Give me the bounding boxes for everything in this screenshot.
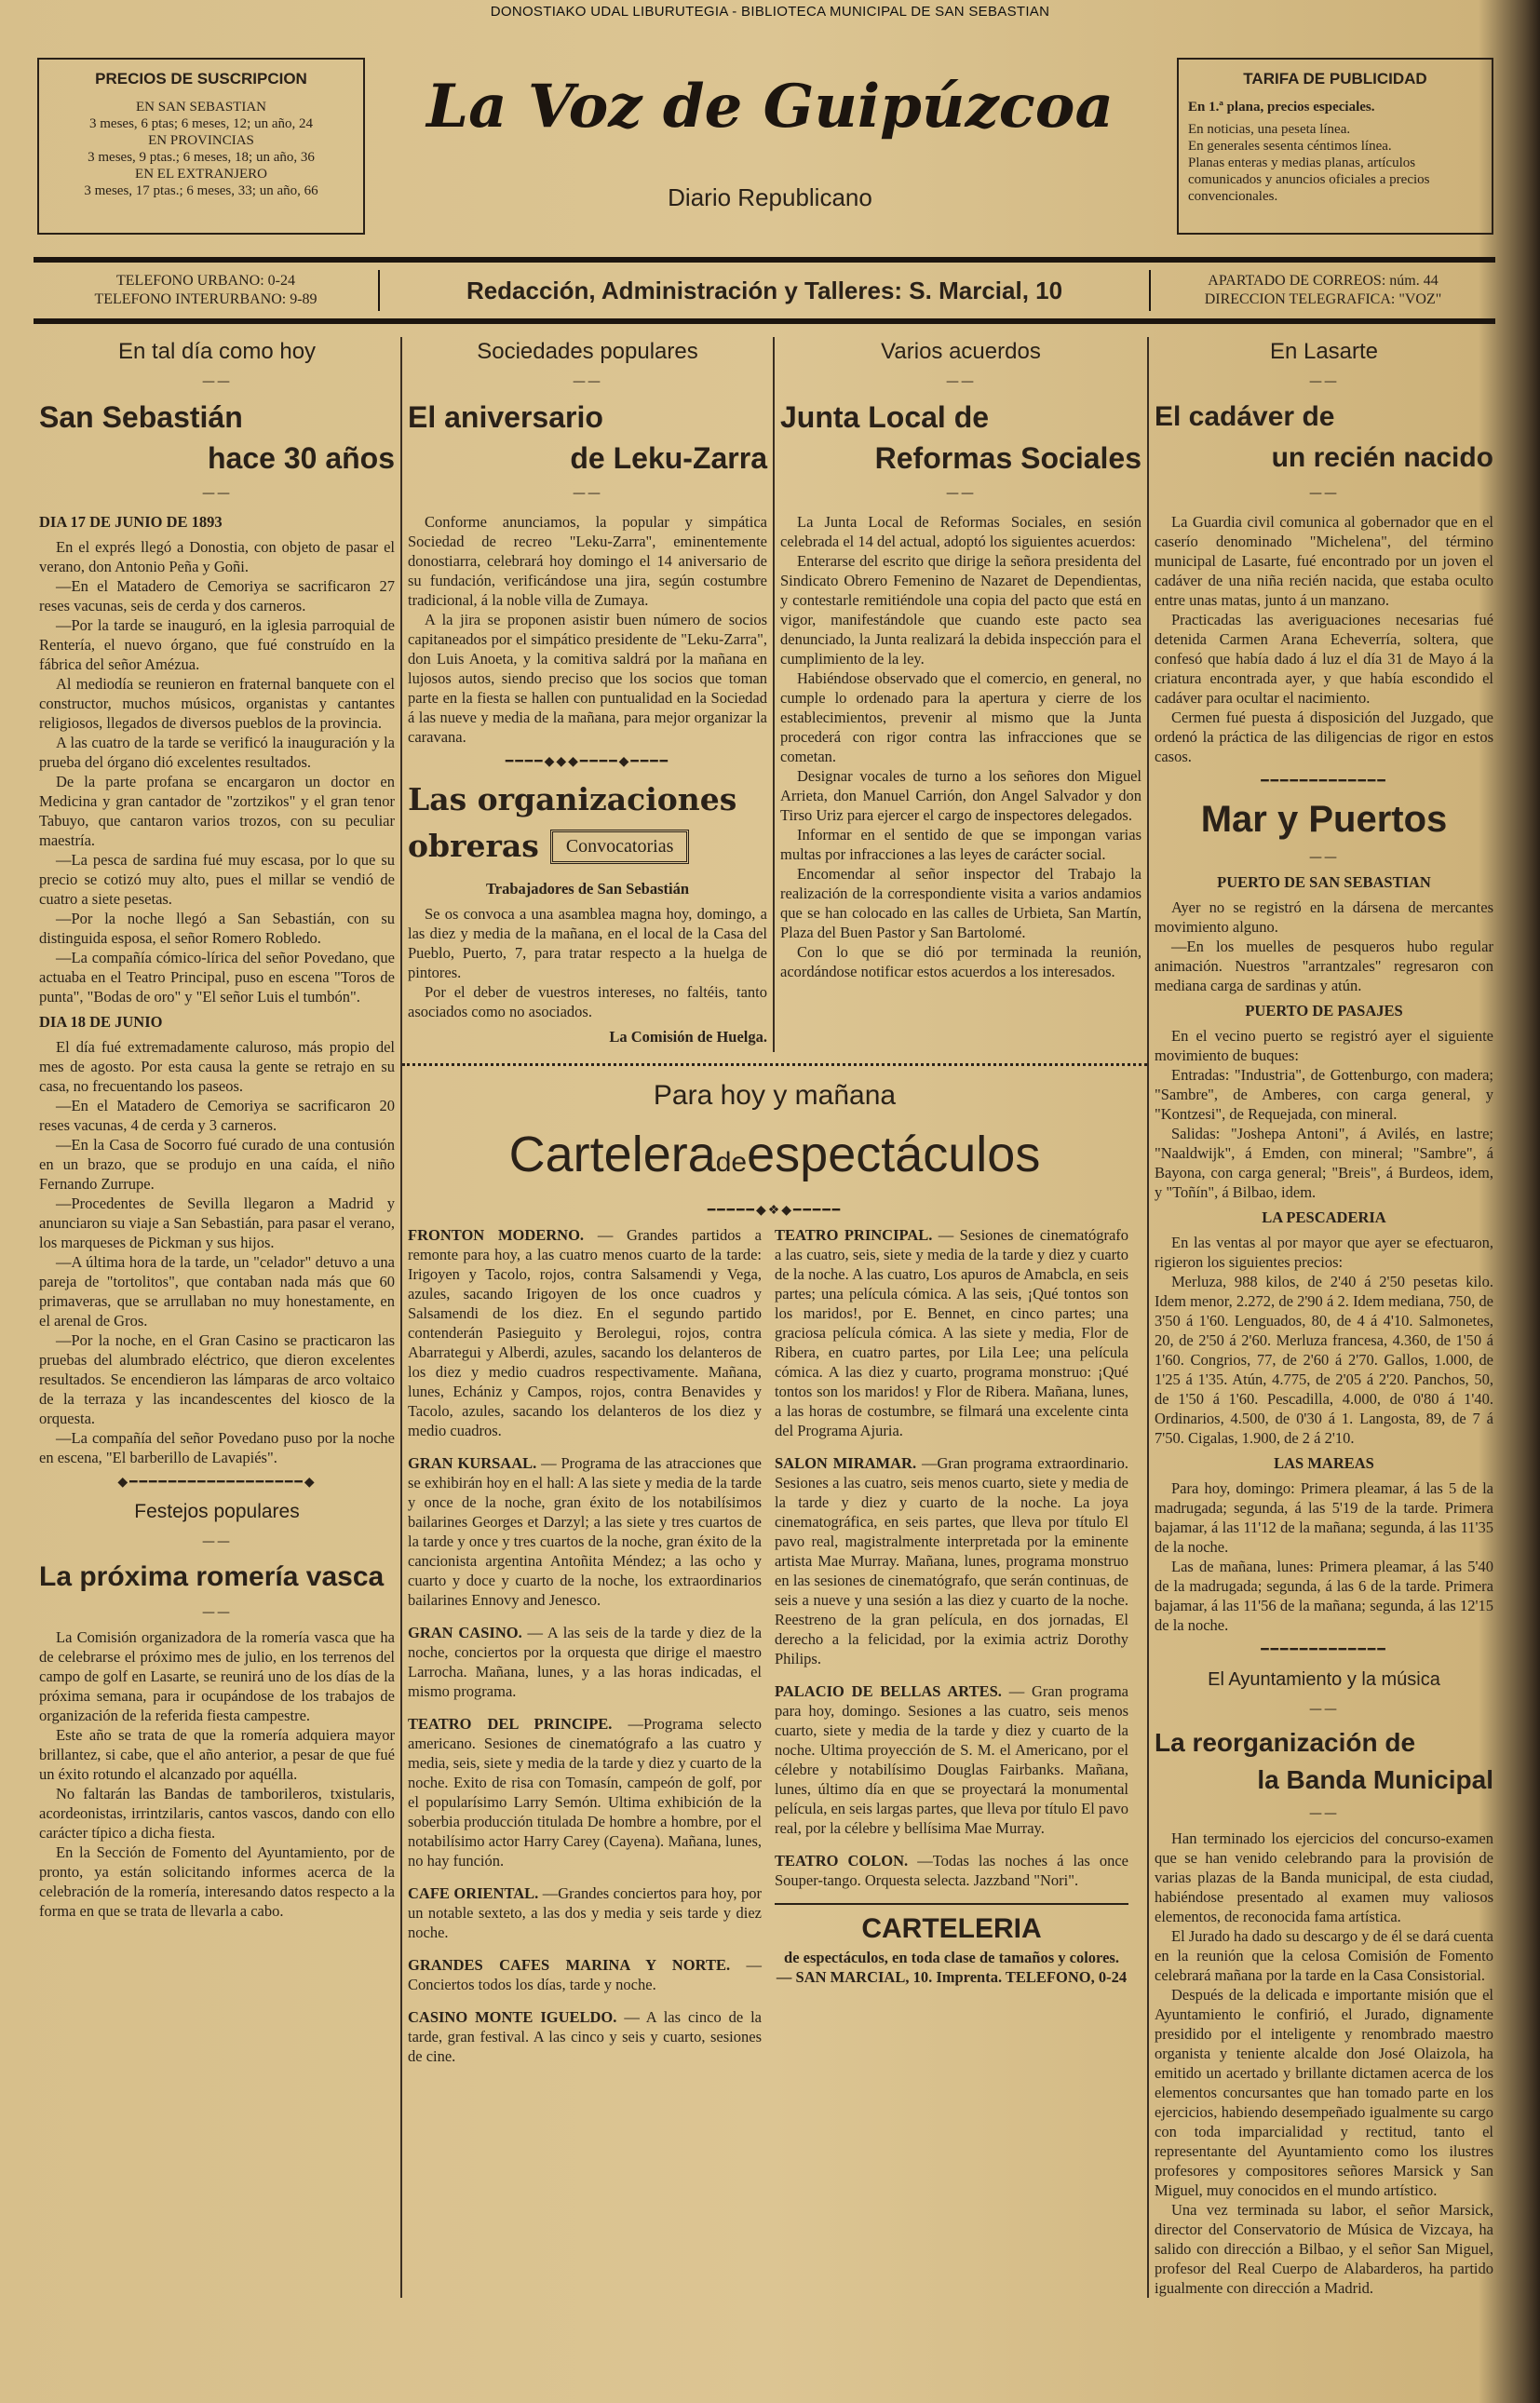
- venue-name: CAFE ORIENTAL.: [408, 1884, 539, 1902]
- column-1: [34, 337, 402, 2298]
- article-body: [408, 512, 767, 747]
- paragraph: A la jira se proponen asistir buen número de socios capitaneados por el simpático presidente de "Leku-Zarra", don Luis Anoeta, y la comitiva saldrá por la mañana en lujosos autos, siendo preciso que los socios que toman parte en la fiesta se hallen con puntualidad en la Sociedad á las nueve y media de la mañana, para mejor organizar la caravana.: [408, 611, 767, 746]
- article-body: [780, 512, 1141, 981]
- venue-name: GRAN KURSAAL.: [408, 1454, 537, 1472]
- paragraph: —La pesca de sardina fué muy escasa, por lo que su precio se cotizó muy alto, pues el millar se vendió de cuatro a siete pesetas.: [39, 851, 395, 908]
- venue-name: PALACIO DE BELLAS ARTES.: [775, 1682, 1002, 1700]
- venue-name: TEATRO COLON.: [775, 1852, 909, 1870]
- paragraph: La Junta Local de Reformas Sociales, en sesión celebrada el 14 del actual, adoptó los siguientes acuerdos:: [780, 513, 1141, 550]
- paragraph: Habiéndose observado que el comercio, en general, no cumple lo ordenado para la apertura y cierre de los establecimientos, prevenir al mismo que la Junta procederá con rigor contra las infracciones que se cometan.: [780, 669, 1141, 765]
- headline: El cadáver de un recién nacido: [1155, 401, 1493, 473]
- program-entry: [408, 1453, 762, 1610]
- masthead-title: La Voz de Guipúzcoa: [426, 72, 1114, 142]
- venue-name: TEATRO DEL PRINCIPE.: [408, 1715, 613, 1733]
- section-title: El Ayuntamiento y la música: [1208, 1669, 1440, 1690]
- article-body: [39, 512, 395, 1467]
- phone-urban: TELEFONO URBANO: 0-24: [116, 273, 295, 289]
- paragraph: En el exprés llegó a Donostia, con objeto de pasar el verano, don Antonio Peña y Goñi.: [39, 538, 395, 575]
- sub-line: EN EL EXTRANJERO: [135, 167, 267, 182]
- venue-name: CASINO MONTE IGUELDO.: [408, 2008, 617, 2026]
- sub-line: EN SAN SEBASTIAN: [135, 100, 266, 115]
- sub-line: EN PROVINCIAS: [148, 133, 254, 148]
- paragraph: —La compañía cómico-lírica del señor Povedano, que actuaba en el Teatro Principal, puso en escena "Toros de punta", "Bodas de oro" y "El señor Luis el tumbón".: [39, 949, 395, 1006]
- paragraph: Designar vocales de turno a los señores don Miguel Arrieta, don Manuel Carrión, don Angel Salvador y don Tirso Uriz para ejercer el cargo de inspectores delegados.: [780, 767, 1141, 824]
- column-4: [1149, 337, 1499, 2298]
- ad-line: En generales sesenta céntimos línea.: [1188, 139, 1392, 154]
- paragraph: Se os convoca a una asamblea magna hoy, domingo, a las diez y media de la mañana, en el local de la Casa del Pueblo, Puerto, 7, para tratar respecto a la huelga de pintores.: [408, 905, 767, 981]
- paragraph: —Por la tarde se inauguró, en la iglesia parroquial de Rentería, el nuevo órgano, que fué construído en la fábrica del señor Amézua.: [39, 616, 395, 673]
- program-text: —Grandes conciertos para hoy, por un notable sexteto, a las dos y media y seis tarde y diez noche.: [408, 1884, 762, 1941]
- paragraph: Enterarse del escrito que dirige la señora presidenta del Sindicato Obrero Femenino de Nazaret de Dependientas, y contestarle remitiéndole una copia del pacto que está en vigor, manifestándole que cuando este pacto sea denunciado, la Junta realizará la debida inspección para el cumplimiento de la ley.: [780, 552, 1141, 668]
- office-address: Redacción, Administración y Talleres: S. Marcial, 10: [378, 270, 1151, 311]
- paragraph: De la parte profana se encargaron un doctor en Medicina y gran cantador de "zortzikos" y el gran tenor Tabuyo, que cantaron varios trozos, con su peculiar maestría.: [39, 773, 395, 849]
- paragraph: Después de la delicada e importante misión que el Ayuntamiento le confirió, el Jurado, dignamente presidido por el inteligente y renombrado maestro organista y teniente alcalde don José Olaizola, ha emitido un acertado y brillante dictamen acerca de los elementos concursantes que han tomado parte en los ejercicios, habiendo desempeñado igualmente su cargo con toda imparcialidad y rectitud, tanto el representante del Ayuntamiento como los ilustres profesores y compositores señores Marsick y San Miguel, muy conocidos en el mundo artístico.: [1155, 1986, 1493, 2199]
- article-body: [1155, 512, 1493, 766]
- po-box: APARTADO DE CORREOS: núm. 44: [1208, 273, 1439, 289]
- paragraph: Han terminado los ejercicios del concurso-examen que se han venido celebrando para la provisión de varias plazas de la Banda municipal, de esta ciudad, habiéndose presentado al examen muy valiosos elementos, de reconocida fama artística.: [1155, 1829, 1493, 1925]
- advertising-box: [1177, 58, 1493, 235]
- section-title: En Lasarte: [1269, 339, 1379, 364]
- program-entry: [775, 1453, 1128, 1668]
- paragraph: Este año se trata de que la romería adquiera mayor brillantez, si cabe, que el año anterior, a pesar de que fué un éxito rotundo el alcanzado por aquélla.: [39, 1726, 395, 1783]
- ad-line: En 1.ª plana, precios especiales.: [1188, 100, 1375, 115]
- paragraph: Merluza, 988 kilos, de 2'40 á 2'50 pesetas kilo. Idem menor, 2.272, de 2'90 á 2. Idem mediana, 750, de 3'50 á 1'60. Lenguados, 80, de 4 á 4'10. Salmonetes, 20, de 2'50 á 2'60. Merluza francesa, 4.360, de 1'50 á 1'60. Congrios, 77, de 2'60 á 2'70. Gallos, 1.000, de 1'25 á 1'35. Atún, 4.775, de 2'05 á 2'20. Panchos, 50, de 1'50 á 1'60. Pescadilla, 4.000, de 0'80 á 1'40. Ordinarios, 4.500, de 0'30 á 1. Langosta, 89, de 7 á 7'50. Cigalas, 1.900, de 2 á 2'10.: [1155, 1273, 1493, 1447]
- program-text: — A las cinco de la tarde, gran festival. A las cinco y seis y cuarto, sesiones de cine.: [408, 2008, 762, 2065]
- headline: Mar y Puertos: [1200, 799, 1448, 840]
- paragraph: —Por la noche llegó a San Sebastián, con su distinguida esposa, el señor Romero Robledo.: [39, 910, 395, 947]
- paragraph: En el vecino puerto se registró ayer el siguiente movimiento de buques:: [1155, 1027, 1493, 1064]
- paragraph: —A última hora de la tarde, un "celador" detuvo a una pareja de "tortolitos", que contaban nada más que 60 primaveras, que se arrullaban no muy honestamente, en el arenal de Gros.: [39, 1253, 395, 1330]
- paragraph: —En los muelles de pesqueros hubo regular animación. Nuestros "arrantzales" regresaron con mediana carga de sardinas y atún.: [1155, 938, 1493, 994]
- program-entry: [408, 1623, 762, 1701]
- ad-text: de espectáculos, en toda clase de tamaños y colores. — SAN MARCIAL, 10. Imprenta. TELEFONO, 0-24: [776, 1949, 1128, 1986]
- headline: La próxima romería vasca: [39, 1561, 385, 1592]
- contact-strip: [34, 264, 1495, 317]
- program-list-left: [408, 1225, 762, 2079]
- venue-name: FRONTON MODERNO.: [408, 1226, 585, 1244]
- headline: El aniversario de Leku-Zarra: [408, 400, 767, 475]
- headline: Las organizaciones: [408, 781, 737, 817]
- paragraph: En las ventas al por mayor que ayer se efectuaron, rigieron los siguientes precios:: [1155, 1234, 1493, 1271]
- paragraph: Con lo que se dió por terminada la reunión, acordándose notificar estos acuerdos a los interesados.: [780, 943, 1141, 980]
- paragraph: Informar en el sentido de que se impongan varias multas por infracciones a las leyes de carácter social.: [780, 826, 1141, 863]
- dateline: DIA 18 DE JUNIO: [39, 1013, 163, 1031]
- program-text: —Conciertos todos los días, tarde y noche.: [408, 1956, 763, 1993]
- venue-name: TEATRO PRINCIPAL.: [775, 1226, 933, 1244]
- paragraph: Por el deber de vuestros intereses, no faltéis, tanto asociados como no asociados.: [408, 983, 767, 1020]
- venue-name: GRANDES CAFES MARINA Y NORTE.: [408, 1956, 731, 1974]
- venue-name: GRAN CASINO.: [408, 1624, 522, 1641]
- paragraph: Las de mañana, lunes: Primera pleamar, á las 5'40 de la madrugada; segunda, á las 6 de la tarde. Primera bajamar, á las 11'56 de la mañana; segunda, á las 12'15 de la noche.: [1155, 1558, 1493, 1634]
- convocatorias-badge: Convocatorias: [550, 830, 690, 864]
- ad-line: En noticias, una peseta línea.: [1188, 122, 1351, 137]
- headline: San Sebastián hace 30 años: [39, 400, 395, 475]
- paragraph: Practicadas las averiguaciones necesarias fué detenida Carmen Arana Echeverría, soltera, que confesó que había dado á luz el día 31 de Mayo á la criatura encontrada ayer, y que había escondido el cadáver para ocultar el nacimiento.: [1155, 611, 1493, 707]
- dateline: DIA 17 DE JUNIO DE 1893: [39, 513, 223, 531]
- paragraph: Ayer no se registró en la dársena de mercantes movimiento alguno.: [1155, 898, 1493, 936]
- program-text: —Programa selecto americano. Sesiones de cinematógrafo a las cuatro y media, seis, siete y media de la tarde y diez y cuarto de la noche. Exito de risa con Tomasín, campeón de golf, por el popularísimo Larry Semón. Ultima exhibición de la soberbia producción titulada De hombre a hombre, por el notabilísimo actor Harry Carey (Cayena). Mañana, lunes, no hay función.: [408, 1715, 762, 1870]
- paragraph: A las cuatro de la tarde se verificó la inauguración y la prueba del órgano dió excelentes resultados.: [39, 734, 395, 771]
- paragraph: En la Sección de Fomento del Ayuntamiento, por de pronto, ya están solicitando informes acerca de la celebración de la romería, interesando datos respecto a la forma en que se trata de llevarla a cabo.: [39, 1843, 395, 1920]
- paragraph: Para hoy, domingo: Primera pleamar, á las 5 de la madrugada; segunda, á las 5'19 de la tarde. Primera bajamar, á las 11'12 de la mañana; segunda, á las 11'35 de la noche.: [1155, 1479, 1493, 1556]
- page-columns: [34, 337, 1499, 2298]
- article-romeria: ◆━━━━━━━━━━━━━━━━━━◆ Festejos populares —— La próxima romería vasca —— La Comisión organizadora de la romería vasca que ha de celebrarse el próximo mes de julio, en los terrenos del campo de golf en Lasarte, se reunirá uno de los días de la próxima semana, para ir ocupándose de los trabajos de organización de la referida fiesta campestre. Este año se trata de que la romería adquiera mayor brillantez, si cabe, que el año anterior, a pesar de que fué un éxito rotundo el alcanzado por aquélla. No faltarán las Bandas de tamborileros, txistularis, acordeonistas, irrintzilaris, cantos vascos, dando con ello carácter típico a dicha fiesta. En la Sección de Fomento del Ayuntamiento, por de pronto, ya están solicitando informes acerca de la celebración de la romería, interesando datos respecto a la forma en que se trata de llevarla a cabo.: [39, 1475, 395, 1920]
- sub-line: 3 meses, 9 ptas.; 6 meses, 18; un año, 36: [88, 150, 315, 165]
- article-body: Trabajadores de San Sebastián Se os convoca a una asamblea magna hoy, domingo, a las diez y media de la mañana, en el local de la Casa del Pueblo, Puerto, 7, para tratar respecto a la huelga de pintores. Por el deber de vuestros intereses, no faltéis, tanto asociados como no asociados. La Comisión de Huelga.: [408, 880, 767, 1046]
- carteleria-ad: [775, 1903, 1128, 1987]
- program-text: — Grandes partidos a remonte para hoy, a las cuatro menos cuarto de la tarde: Irigoyen y Tacolo, rojos, contra Salsamendi y Vega, azules, sacando Irigoyen de los once cuadros y Salsamendi de los diez. En el segundo partido contenderán Pasieguito y Berolegui, rojos, contra Abarrategui y Alberdi, azules, sacando los delanteros de los diez y medio cuadros respectivamente. Mañana, lunes, Echániz y Campos, rojos, contra Benavides y Tacolo, azules, sacando los delanteros de los diez y medio cuadros.: [408, 1226, 762, 1439]
- phone-interurban: TELEFONO INTERURBANO: 9-89: [94, 291, 317, 307]
- venue-name: SALON MIRAMAR.: [775, 1454, 917, 1472]
- paragraph: No faltarán las Bandas de tamborileros, txistularis, acordeonistas, irrintzilaris, cantos vascos, dando con ello carácter típico a dicha fiesta.: [39, 1785, 395, 1842]
- program-text: — Programa de las atracciones que se exhibirán hoy en el hall: A las siete y media de la tarde y once de la noche, gran éxito de los notabilísimos bailarines Georges et Darzyl; a las siete y tres cuartos de la tarde y once y tres cuartos de la noche, gran éxito de la cancionista argentina Antoñita Méndez; a las ocho y cuarto y doce y cuarto de la noche, los extraordinarios bailarines Ennovy and Jenesco.: [408, 1454, 763, 1609]
- program-text: —Todas las noches á las once Souper-tango. Orquesta selecta. Jazzband "Nori".: [775, 1852, 1129, 1889]
- section-title: Sociedades populares: [477, 339, 698, 364]
- program-text: — A las seis de la tarde y diez de la noche, conciertos por la orquesta que dirige el maestro Larrocha. Mañana, lunes, y a las horas indicadas, el mismo programa.: [408, 1624, 763, 1700]
- paragraph: —Por la noche, en el Gran Casino se practicaron las pruebas del alumbrado eléctrico, que dieron excelentes resultados. Se encendieron las lámparas de arco voltaico de la terraza y las incandescentes del kiosco de la orquesta.: [39, 1331, 395, 1427]
- divider: [34, 318, 1495, 324]
- paragraph: —En el Matadero de Cemoriya se sacrificaron 27 reses vacunas, seis de cerda y dos carneros.: [39, 577, 395, 614]
- article-reformas-sociales: Varios acuerdos —— Junta Local de Reformas Sociales —— La Junta Local de Reformas Sociales, en sesión celebrada el 14 del actual, adoptó los siguientes acuerdos: Enterarse del escrito que dirige la señora presidenta del Sindicato Obrero Femenino de Nazaret de Dependientas, y contestarle remitiéndole una copia del pacto que está en vigor, manifestándole que cuando este pacto sea denunciado, la Junta realizará la debida inspección para el cumplimiento de la ley. Habiéndose observado que el comercio, en general, no cumple lo ordenado para la apertura y cierre de los establecimientos, prevenir al mismo que la Junta procederá con rigor contra las infracciones que se cometan. Designar vocales de turno a los señores don Miguel Arrieta, don Manuel Carrión, don Angel Salvador y don Tirso Uriz para ejercer el cargo de inspectores delegados. Informar en el sentido de que se impongan varias multas por infracciones a las leyes de carácter social. Encomendar al señor inspector del Trabajo la realización de la correspondiente visita a varios andamios que se han colocado en las calles de Urbieta, San Martín, Plaza del Buen Pastor y San Bartolomé. Con lo que se dió por terminada la reunión, acordándose notificar estos acuerdos a los interesados.: [780, 339, 1141, 980]
- program-text: — Sesiones de cinematógrafo a las cuatro, seis, siete y media de la tarde y diez y cuarto de la noche. A las cuatro, Los apuros de Amabcla, en seis partes; una película cómica. A las seis, ¡Qué tontos son los maridos!, por E. Bennet, en cinco partes; una graciosa película cómica. A las siete y media, Flor de Ribera, en cuatro partes, por Lila Lee; una película cómica. A las diez y cuarto, programa monstruo: ¡Qué tontos son los maridos! y Flor de Ribera. Mañana, lunes, a las horas de costumbre, se filmará una excelente cinta del Programa Ajuria.: [775, 1226, 1129, 1439]
- paragraph: Conforme anunciamos, la popular y simpática Sociedad de recreo "Leku-Zarra", eminentemente donostiarra, celebrará hoy domingo el 14 aniversario de su fundación, verificándose una jira, según costumbre tradicional, á la noble villa de Zumaya.: [408, 513, 767, 609]
- sub-line: 3 meses, 17 ptas.; 6 meses, 33; un año, 66: [84, 183, 318, 198]
- headline: Junta Local de Reformas Sociales: [780, 400, 1141, 475]
- program-list-right: [775, 1225, 1128, 1890]
- paragraph: Encomendar al señor inspector del Trabajo la realización de la correspondiente visita a varios andamios que se han colocado en las calles de Urbieta, San Martín, Plaza del Buen Pastor y San Bartolomé.: [780, 865, 1141, 941]
- article-lasarte: En Lasarte —— El cadáver de un recién nacido —— La Guardia civil comunica al gobernador que en el caserío denominado "Michelena", del término municipal de Lasarte, fué encontrado por un joven el cadáver de una niña recién nacida, que estaba oculto entre unas matas, junto á un manzano. Practicadas las averiguaciones necesarias fué detenida Carmen Arana Echeverría, soltera, que confesó que había dado á luz el día 31 de Mayo á la criatura encontrada ayer, y que había escondido el cadáver para ocultar el nacimiento. Cermen fué puesta á disposición del Juzgado, que ordenó la práctica de las diligencias de rigor en estos casos. ━━━━━━━━━━━━━ Mar y Puertos —— PUERTO DE SAN SEBASTIAN Ayer no se registró en la dársena de mercantes movimiento alguno. —En los muelles de pesqueros hubo regular animación. Nuestros "arrantzales" regresaron con mediana carga de sardinas y atún. PUERTO DE PASAJES En el vecino puerto se registró ayer el siguiente movimiento de buques: Entradas: "Industria", de Gottenburgo, con madera; "Sambre", de Amberes, con carga general, y "Kontzesi", de Requejada, con mineral. Salidas: "Joshepa Antoni", á Avilés, en lastre; "Naaldwijk", á Emden, con mineral; "Sambre", á Bayona, con carga general; "Breis", á Burdeos, idem, y "Toñín", á Bilbao, idem. LA PESCADERIA En las ventas al por mayor que ayer se efectuaron, rigieron los siguientes precios: Merluza, 988 kilos, de 2'40 á 2'50 pesetas kilo. Idem menor, 2.272, de 2'90 á 2. Idem mediana, 750, de 3'50 á 1'60. Lenguados, 80, de 4 á 4'10. Salmonetes, 20, de 2'50 á 2'60. Merluza francesa, 4.360, de 1'50 á 1'60. Congrios, 77, de 2'60 á 2'70. Gallos, 1.000, de 1'25 á 1'35. Atún, 4.775, de 2'05 á 2'20. Panchos, 50, de 1'50 á 1'60. Pescadilla, 4.000, de 0'80 á 1'40. Ordinarios, 4.500, de 0'30 á 1. Langosta, 89, de 7 á 7'50. Cigalas, 1.900, de 2 á 2'10. LAS MAREAS Para hoy, domingo: Primera pleamar, á las 5 de la madrugada; segunda, á las 5'19 de la tarde. Primera bajamar, á las 11'12 de la mañana; segunda, á las 11'35 de la noche. Las de mañana, lunes: Primera pleamar, á las 5'40 de la madrugada; segunda, á las 6 de la tarde. Primera bajamar, á las 11'56 de la mañana; segunda, á las 12'15 de la noche.: [1155, 339, 1493, 1634]
- divider: [34, 257, 1495, 263]
- sub-line: 3 meses, 6 ptas; 6 meses, 12; un año, 24: [89, 116, 313, 131]
- section-title: Festejos populares: [134, 1501, 300, 1522]
- article-leku-zarra: Sociedades populares —— El aniversario de Leku-Zarra —— Conforme anunciamos, la popular y simpática Sociedad de recreo "Leku-Zarra", eminentemente donostiarra, celebrará hoy domingo el 14 aniversario de su fundación, verificándose una jira, según costumbre tradicional, á la noble villa de Zumaya. A la jira se proponen asistir buen número de socios capitaneados por el simpático presidente de "Leku-Zarra", don Luis Anoeta, y la comitiva saldrá por la mañana en lujosos autos, siendo preciso que los socios que toman parte en la fiesta se hallen con puntualidad en la Sociedad á las nueve y media de la mañana, para mejor organizar la caravana. ━━━━◆◆◆━━━━◆━━━━ Las organizaciones obreras Convocatorias Trabajadores de San Sebastián Se os convoca a una asamblea magna hoy, domingo, a las diez y media de la mañana, en el local de la Casa del Pueblo, Puerto, 7, para tratar respecto a la huelga de pintores. Por el deber de vuestros intereses, no faltéis, tanto asociados como no asociados. La Comisión de Huelga.: [402, 337, 775, 1052]
- program-entry: [408, 1955, 762, 1994]
- telegraph-address: DIRECCION TELEGRAFICA: "VOZ": [1204, 291, 1442, 307]
- article-san-sebastian: En tal día como hoy —— San Sebastián hace 30 años —— DIA 17 DE JUNIO DE 1893 En el exprés llegó a Donostia, con objeto de pasar el verano, don Antonio Peña y Goñi. —En el Matadero de Cemoriya se sacrificaron 27 reses vacunas, seis de cerda y dos carneros. —Por la tarde se inauguró, en la iglesia parroquial de Rentería, el nuevo órgano, que fué construído en la fábrica del señor Amézua. Al mediodía se reunieron en fraternal banquete con el constructor, muchos músicos, organistas y cantantes religiosos, llegados de diversos pueblos de la provincia. A las cuatro de la tarde se verificó la inauguración y la prueba del órgano dió excelentes resultados. De la parte profana se encargaron un doctor en Medicina y gran cantador de "zortzikos" y el gran tenor Tabuyo, que cantaron varios trozos, con su peculiar maestría. —La pesca de sardina fué muy escasa, por lo que su precio se cotizó muy alto, pues el millar se vendió de cuatro a siete pesetas. —Por la noche llegó a San Sebastián, con su distinguida esposa, el señor Romero Robledo. —La compañía cómico-lírica del señor Povedano, que actuaba en el Teatro Principal, puso en escena "Toros de punta", "Bodas de oro" y "El señor Luis el tumbón". DIA 18 DE JUNIO El día fué extremadamente caluroso, más propio del mes de agosto. Por esta causa la gente se retrajo en su casa, no frecuentando los paseos. —En el Matadero de Cemoriya se sacrificaron 20 reses vacunas, 4 de cerda y 3 carneros. —En la Casa de Socorro fué curado de una contusión en un brazo, que se produjo en una caída, el niño Fernando Zurrupe. —Procedentes de Sevilla llegaron a Madrid y anunciaron su viaje a San Sebastián, para pasar el verano, los marqueses de Pickman y sus hijos. —A última hora de la tarde, un "celador" detuvo a una pareja de "tortolitos", que contaban nada más que 60 primaveras, que se arrullaban no muy honestamente, en el arenal de Gros. —Por la noche, en el Gran Casino se practicaron las pruebas del alumbrado eléctrico, que dieron excelentes resultados. Se encendieron las lámparas de arco voltaico de la terraza y las incandescentes del kiosco de la orquesta. —La compañía del señor Povedano puso por la noche en escena, "El barberillo de Lavapiés".: [39, 339, 395, 1466]
- program-entry: [408, 1714, 762, 1870]
- paragraph: La Guardia civil comunica al gobernador que en el caserío denominado "Michelena", del término municipal de Lasarte, fué encontrado por un joven el cadáver de una niña recién nacida, que estaba oculto entre unas matas, junto á un manzano.: [1155, 513, 1493, 609]
- headline: La reorganización de la Banda Municipal: [1155, 1728, 1493, 1794]
- paragraph: La Comisión organizadora de la romería vasca que ha de celebrarse el próximo mes de julio, en los terrenos del campo de golf en Lasarte, se reunirá uno de los días de la próxima semana, para ir ocupándose de los trabajos de organización de la referida fiesta campestre.: [39, 1628, 395, 1724]
- section-title: En tal día como hoy: [117, 339, 317, 364]
- cartelera-kicker: Para hoy y mañana: [653, 1080, 897, 1111]
- masthead-subtitle: Diario Republicano: [668, 183, 872, 211]
- headline: obreras: [408, 828, 539, 864]
- paragraph: Salidas: "Joshepa Antoni", á Avilés, en lastre; "Naaldwijk", á Emden, con mineral; "Sambre", á Bayona, con carga general; "Breis", á Burdeos, idem, y "Toñín", á Bilbao, idem.: [1155, 1125, 1493, 1201]
- article-body: [1155, 1829, 1493, 2298]
- program-entry: [408, 2007, 762, 2066]
- middle-columns: [402, 337, 1149, 2298]
- ad-title: CARTELERIA: [861, 1913, 1042, 1944]
- program-entry: [408, 1883, 762, 1942]
- subscription-box: [37, 58, 365, 235]
- subscription-title: PRECIOS DE SUSCRIPCION: [95, 70, 307, 88]
- paragraph: Entradas: "Industria", de Gottenburgo, con madera; "Sambre", de Amberes, con carga general, y "Kontzesi", de Requejada, con mineral.: [1155, 1066, 1493, 1123]
- program-entry: [775, 1225, 1128, 1440]
- section-title: Varios acuerdos: [881, 339, 1041, 364]
- paragraph: —La compañía del señor Povedano puso por la noche en escena, "El barberillo de Lavapiés".: [39, 1429, 395, 1466]
- program-entry: [408, 1225, 762, 1440]
- paragraph: —En el Matadero de Cemoriya se sacrificaron 20 reses vacunas, 4 de cerda y 3 carneros.: [39, 1097, 395, 1134]
- article-body: PUERTO DE SAN SEBASTIAN Ayer no se registró en la dársena de mercantes movimiento alguno. —En los muelles de pesqueros hubo regular animación. Nuestros "arrantzales" regresaron con mediana carga de sardinas y atún. PUERTO DE PASAJES En el vecino puerto se registró ayer el siguiente movimiento de buques: Entradas: "Industria", de Gottenburgo, con madera; "Sambre", de Amberes, con carga general, y "Kontzesi", de Requejada, con mineral. Salidas: "Joshepa Antoni", á Avilés, en lastre; "Naaldwijk", á Emden, con mineral; "Sambre", á Bayona, con carga general; "Breis", á Burdeos, idem, y "Toñín", á Bilbao, idem. LA PESCADERIA En las ventas al por mayor que ayer se efectuaron, rigieron los siguientes precios: Merluza, 988 kilos, de 2'40 á 2'50 pesetas kilo. Idem menor, 2.272, de 2'90 á 2. Idem mediana, 750, de 3'50 á 1'60. Lenguados, 80, de 4 á 4'10. Salmonetes, 20, de 2'50 á 2'60. Merluza francesa, 4.360, de 1'50 á 1'60. Congrios, 77, de 2'60 á 2'70. Gallos, 1.000, de 1'25 á 1'35. Atún, 4.775, de 2'05 á 2'20. Panchos, 50, de 1'50 á 1'60. Pescadilla, 4.000, de 0'80 á 1'40. Ordinarios, 4.500, de 0'30 á 1. Langosta, 89, de 7 á 7'50. Cigalas, 1.900, de 2 á 2'10. LAS MAREAS Para hoy, domingo: Primera pleamar, á las 5 de la madrugada; segunda, á las 5'19 de la tarde. Primera bajamar, á las 11'12 de la mañana; segunda, á las 11'35 de la noche. Las de mañana, lunes: Primera pleamar, á las 5'40 de la madrugada; segunda, á las 6 de la tarde. Primera bajamar, á las 11'56 de la mañana; segunda, á las 12'15 de la noche.: [1155, 873, 1493, 1634]
- paragraph: El Jurado ha dado su descargo y de él se dará cuenta en la reunión que la celosa Comisión de Fomento celebrará mañana por la tarde en la Casa Consistorial.: [1155, 1927, 1493, 1984]
- paragraph: —Procedentes de Sevilla llegaron a Madrid y anunciaron su viaje a San Sebastián, para pasar el verano, los marqueses de Pickman y sus hijos.: [39, 1195, 395, 1251]
- paragraph: —En la Casa de Socorro fué curado de una contusión en un brazo, que se produjo en una caída, el niño Fernando Zurrupe.: [39, 1136, 395, 1193]
- paragraph: Al mediodía se reunieron en fraternal banquete con el constructor, muchos músicos, organistas y cantantes religiosos, llegados de diversos pueblos de la provincia.: [39, 675, 395, 732]
- paragraph: El día fué extremadamente caluroso, más propio del mes de agosto. Por esta causa la gente se retrajo en su casa, no frecuentando los paseos.: [39, 1038, 395, 1095]
- archive-label: DONOSTIAKO UDAL LIBURUTEGIA - BIBLIOTECA MUNICIPAL DE SAN SEBASTIAN: [490, 4, 1050, 20]
- cartelera-title: Carteleradeespectáculos: [508, 1127, 1041, 1182]
- paragraph: Cermen fué puesta á disposición del Juzgado, que ordenó la práctica de las diligencias de rigor en estos casos.: [1155, 709, 1493, 765]
- cartelera-section: Para hoy y mañana Carteleradeespectáculos ━━━━━◆❖◆━━━━━ FRONTON MODERNO. — Grandes partidos a remonte para hoy, a las cuatro menos cuarto de la tarde: Irigoyen y Tacolo, rojos, contra Salsamendi y Vega, azules, sacando Irigoyen de los once cuadros y Salsamendi de los diez. En el segundo partido contenderán Pasieguito y Berolegui, rojos, contra Abarrategui y Alberdi, azules, sacando los delanteros de los diez y medio cuadros respectivamente. Mañana, lunes, Echániz y Campos, rojos, contra Benavides y Tacolo, azules, sacando los delanteros de los diez y medio cuadros. GRAN KURSAAL. — Programa de las atracciones que se exhibirán hoy en el hall: A las siete y media de la tarde y once de la noche, gran éxito de los notabilísimos bailarines Georges et Darzyl; a las siete y tres cuartos de la tarde y once y tres cuartos de la noche, gran éxito de la cancionista argentina Antoñita Méndez; a las ocho y cuarto y doce y cuarto de la noche, los extraordinarios bailarines Ennovy and Jenesco. GRAN CASINO. — A las seis de la tarde y diez de la noche, conciertos por la orquesta que dirige el maestro Larrocha. Mañana, lunes, y a las horas indicadas, el mismo programa. TEATRO DEL PRINCIPE. —Programa selecto americano. Sesiones de cinematógrafo a las cuatro y media, seis, siete y media de la tarde y diez y cuarto de la noche. Exito de risa con Tomasín, campeón de golf, por el popularísimo Larry Semón. Ultima exhibición de la soberbia producción titulada De hombre a hombre, por el notabilísimo actor Harry Carey (Cayena). Mañana, lunes, no hay función. CAFE ORIENTAL. —Grandes conciertos para hoy, por un notable sexteto, a las dos y media y seis tarde y diez noche. GRANDES CAFES MARINA Y NORTE. —Conciertos todos los días, tarde y noche. CASINO MONTE IGUELDO. — A las cinco de la tarde, gran festival. A las cinco y seis y cuarto, sesiones de cine. TEATRO PRINCIPAL. — Sesiones de cinematógrafo a las cuatro, seis, siete y media de la tarde y diez y cuarto de la noche. A las cuatro, Los apuros de Amabcla, en seis partes; una película cómica. A las seis, ¡Qué tontos son los maridos!, por E. Bennet, en cinco partes; una graciosa película cómica. A las siete y media, Flor de Ribera, en cuatro partes, por Lila Lee; una película cómica. A las diez y cuarto, programa monstruo: ¡Qué tontos son los maridos! y Flor de Ribera. Mañana, lunes, a las horas de costumbre, se filmará una excelente cinta del Programa Ajuria. SALON MIRAMAR. —Gran programa extraordinario. Sesiones a las cuatro, seis menos cuarto, siete y media de la tarde y diez y cuarto de la noche. La joya cinematográfica, en seis partes, que lleva por título El pavo real, magistralmente interpretada por la eminente artista Mae Murray. Mañana, lunes, programa monstruo en las sesiones de cinematógrafo, que serán continuas, de seis a nueve y una sesión a las diez y cuarto de la noche. Reestreno de la gran película, en dos jornadas, El derecho a la felicidad, por la eximia actriz Dorothy Philips. PALACIO DE BELLAS ARTES. — Gran programa para hoy, domingo. Sesiones a las cuatro, seis menos cuarto, siete y media de la tarde y diez y cuarto de la noche. Ultima proyección de S. M. el Americano, por el célebre y notabilísimo Douglas Fairbanks. Mañana, lunes, último día en que se proyectará la monumental película, en seis largas partes, que lleva por título El pavo real, por la célebre y bellísima Mae Murray. TEATRO COLON. —Todas las noches á las once Souper-tango. Orquesta selecta. Jazzband "Nori". CARTELERIA de espectáculos, en toda clase de tamaños y colores. — SAN MARCIAL, 10. Imprenta. TELEFONO, 0-24: [402, 1063, 1147, 2079]
- ad-line: Planas enteras y medias planas, artículos comunicados y anuncios oficiales a precios convencionales.: [1188, 155, 1430, 204]
- article-banda-municipal: ━━━━━━━━━━━━━ El Ayuntamiento y la música —— La reorganización de la Banda Municipal —— Han terminado los ejercicios del concurso-examen que se han venido celebrando para la provisión de varias plazas de la Banda municipal, de esta ciudad, habiéndose presentado al examen muy valiosos elementos, de reconocida fama artística. El Jurado ha dado su descargo y de él se dará cuenta en la reunión que la celosa Comisión de Fomento celebrará mañana por la tarde en la Casa Consistorial. Después de la delicada e importante misión que el Ayuntamiento le confirió, el Jurado, dignamente presidido por el inteligente y renombrado maestro organista y teniente alcalde don José Olaizola, ha emitido un acertado y brillante dictamen acerca de los elementos concursantes que han tomado parte en los ejercicios, habiendo desempeñado igualmente su cargo con toda imparcialidad y rectitud, tanto el representante del Ayuntamiento como los ilustres profesores y compositores señores Marsick y San Miguel, muy conocidos en el mundo artístico. Una vez terminada su labor, el señor Marsick, director del Conservatorio de Música de Vizcaya, ha salido con dirección a Bilbao, y el señor San Miguel, profesor del Real Cuerpo de Alabarderos, ha partido igualmente con dirección a Madrid.: [1155, 1642, 1493, 2297]
- paragraph: Una vez terminada su labor, el señor Marsick, director del Conservatorio de Música de Vizcaya, ha salido con dirección a Bilbao, y el señor San Miguel, profesor del Real Cuerpo de Alabarderos, ha partido igualmente con dirección a Madrid.: [1155, 2201, 1493, 2297]
- program-entry: [775, 1681, 1128, 1838]
- program-entry: [775, 1851, 1128, 1890]
- program-text: —Gran programa extraordinario. Sesiones a las cuatro, seis menos cuarto, siete y media de la tarde y diez y cuarto de la noche. La joya cinematográfica, en seis partes, que lleva por título El pavo real, magistralmente interpretada por la eminente artista Mae Murray. Mañana, lunes, programa monstruo en las sesiones de cinematógrafo, que serán continuas, de seis a nueve y una sesión a las diez y cuarto de la noche. Reestreno de la gran película, en dos jornadas, El derecho a la felicidad, por la eximia actriz Dorothy Philips.: [775, 1454, 1128, 1667]
- program-text: — Gran programa para hoy, domingo. Sesiones a las cuatro, seis menos cuarto, siete y media de la tarde y diez y cuarto de la noche. Ultima proyección de S. M. el Americano, por el célebre y notabilísimo Douglas Fairbanks. Mañana, lunes, último día en que se proyectará la monumental película, en seis largas partes, que lleva por título El pavo real, por la célebre y bellísima Mae Murray.: [775, 1682, 1128, 1837]
- advertising-title: TARIFA DE PUBLICIDAD: [1243, 70, 1427, 88]
- article-body: [39, 1627, 395, 1921]
